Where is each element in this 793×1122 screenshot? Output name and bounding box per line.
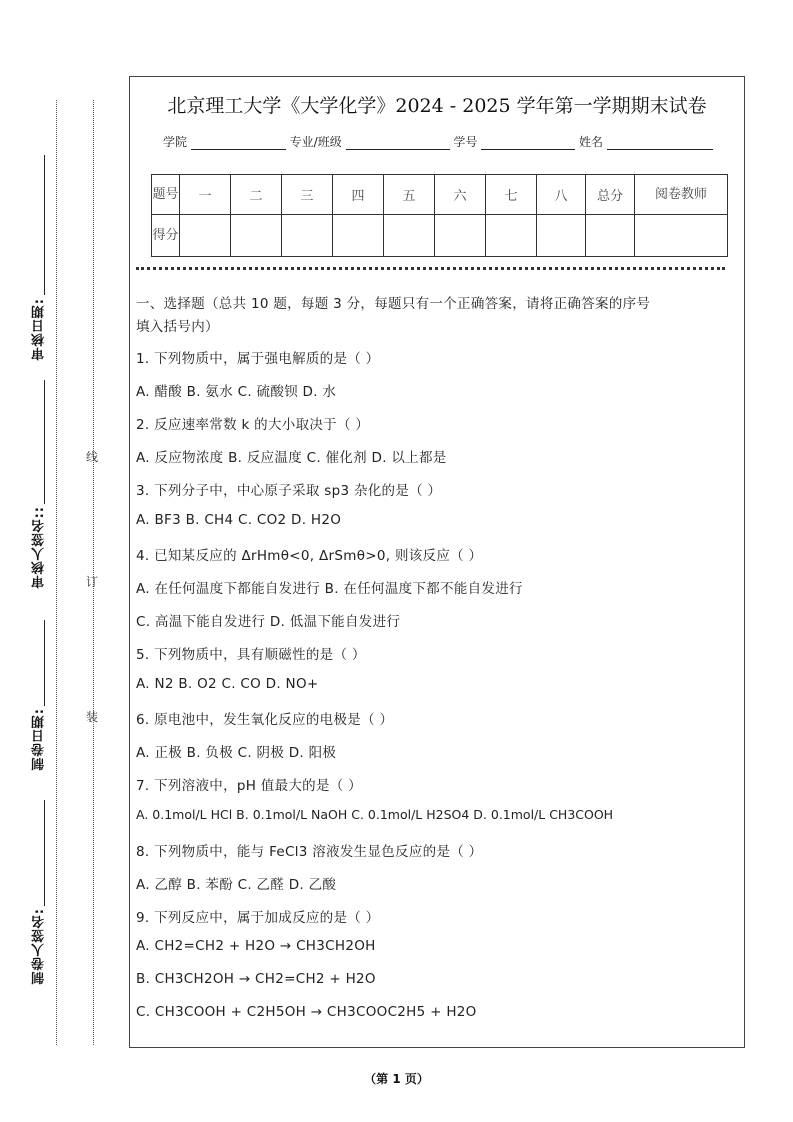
page-number: （第 1 页） <box>364 1072 429 1086</box>
question-7-options: A. 0.1mol/L HCl B. 0.1mol/L NaOH C. 0.1mol/L H2SO4 D. 0.1mol/L CH3COOH <box>136 807 614 822</box>
score-cell[interactable] <box>231 215 282 257</box>
question-9-option-c: C. CH3COOH + C2H5OH → CH3COOC2H5 + H2O <box>136 1004 477 1020</box>
binding-dotted-line-left <box>56 100 57 1045</box>
question-5: 5. 下列物质中，具有顺磁性的是（ ） <box>136 647 366 663</box>
student-info-row <box>163 133 713 150</box>
score-table-header-row <box>152 175 728 215</box>
college-label: 学院 <box>163 135 188 149</box>
score-header-cell: 八 <box>537 175 586 215</box>
section-heading-cont: 填入括号内） <box>136 319 219 335</box>
score-header-cell: 题号 <box>152 175 180 215</box>
section-heading: 一、选择题（总共 10 题，每题 3 分，每题只有一个正确答案，请将正确答案的序号 <box>136 296 651 312</box>
review-signer-label: 审核人签名:: <box>32 506 47 589</box>
question-9-option-a: A. CH2=CH2 + H2O → CH3CH2OH <box>136 938 376 954</box>
question-4-options-ab: A. 在任何温度下都能自发进行 B. 在任何温度下都不能自发进行 <box>136 581 523 597</box>
question-4: 4. 已知某反应的 ΔrHmθ<0, ΔrSmθ>0, 则该反应（ ） <box>136 548 483 564</box>
score-cell[interactable] <box>537 215 586 257</box>
major-label: 专业/班级 <box>289 135 342 149</box>
question-1-options: A. 醋酸 B. 氨水 C. 硫酸钡 D. 水 <box>136 384 337 400</box>
student-id-field[interactable] <box>481 134 575 150</box>
question-2-options: A. 反应物浓度 B. 反应温度 C. 催化剂 D. 以上都是 <box>136 450 447 466</box>
dotted-separator <box>136 267 725 270</box>
question-7: 7. 下列溶液中，pH 值最大的是（ ） <box>136 778 362 794</box>
score-header-cell: 一 <box>180 175 231 215</box>
review-signer-field <box>44 380 45 504</box>
prep-date-field <box>44 620 45 706</box>
question-8: 8. 下列物质中，能与 FeCl3 溶液发生显色反应的是（ ） <box>136 844 483 860</box>
score-header-cell: 六 <box>435 175 486 215</box>
name-field[interactable] <box>607 134 713 150</box>
score-cell[interactable] <box>635 215 728 257</box>
review-date-field <box>44 155 45 295</box>
question-3-options: A. BF3 B. CH4 C. CO2 D. H2O <box>136 512 342 528</box>
question-2: 2. 反应速率常数 k 的大小取决于（ ） <box>136 417 370 433</box>
question-6: 6. 原电池中，发生氧化反应的电极是（ ） <box>136 712 394 728</box>
score-header-cell: 总分 <box>586 175 635 215</box>
binding-mark-ding: 订 <box>86 575 99 589</box>
score-cell[interactable] <box>333 215 384 257</box>
question-3: 3. 下列分子中，中心原子采取 sp3 杂化的是（ ） <box>136 483 442 499</box>
prep-signer-label: 制卷人签名: <box>32 908 47 985</box>
score-cell[interactable] <box>384 215 435 257</box>
score-header-cell: 二 <box>231 175 282 215</box>
question-4-options-cd: C. 高温下能自发进行 D. 低温下能自发进行 <box>136 614 401 630</box>
binding-mark-line: 线 <box>86 450 99 464</box>
score-cell[interactable] <box>282 215 333 257</box>
score-header-cell: 阅卷教师 <box>635 175 728 215</box>
question-1: 1. 下列物质中，属于强电解质的是（ ） <box>136 351 380 367</box>
score-header-cell: 五 <box>384 175 435 215</box>
prep-signer-field <box>44 800 45 906</box>
question-8-options: A. 乙醇 B. 苯酚 C. 乙醛 D. 乙酸 <box>136 877 337 893</box>
major-field[interactable] <box>346 134 450 150</box>
question-5-options: A. N2 B. O2 C. CO D. NO+ <box>136 676 319 692</box>
score-cell[interactable] <box>486 215 537 257</box>
score-table-score-row <box>152 215 728 257</box>
exam-frame <box>129 76 745 1048</box>
score-header-cell: 四 <box>333 175 384 215</box>
score-cell[interactable] <box>435 215 486 257</box>
question-9-option-b: B. CH3CH2OH → CH2=CH2 + H2O <box>136 971 376 987</box>
score-cell[interactable] <box>586 215 635 257</box>
exam-title: 北京理工大学《大学化学》2024 - 2025 学年第一学期期末试卷 <box>167 95 707 117</box>
name-label: 姓名 <box>579 135 604 149</box>
review-date-label: 审核日期: <box>32 298 47 361</box>
score-row-label: 得分 <box>152 215 180 257</box>
question-6-options: A. 正极 B. 负极 C. 阴极 D. 阳极 <box>136 745 337 761</box>
question-9: 9. 下列反应中，属于加成反应的是（ ） <box>136 910 380 926</box>
binding-mark-zhuang: 装 <box>86 710 99 724</box>
student-id-label: 学号 <box>453 135 478 149</box>
college-field[interactable] <box>191 134 286 150</box>
prep-date-label: 制卷日期: <box>32 708 47 771</box>
score-header-cell: 三 <box>282 175 333 215</box>
score-table <box>151 174 728 257</box>
score-header-cell: 七 <box>486 175 537 215</box>
score-cell[interactable] <box>180 215 231 257</box>
